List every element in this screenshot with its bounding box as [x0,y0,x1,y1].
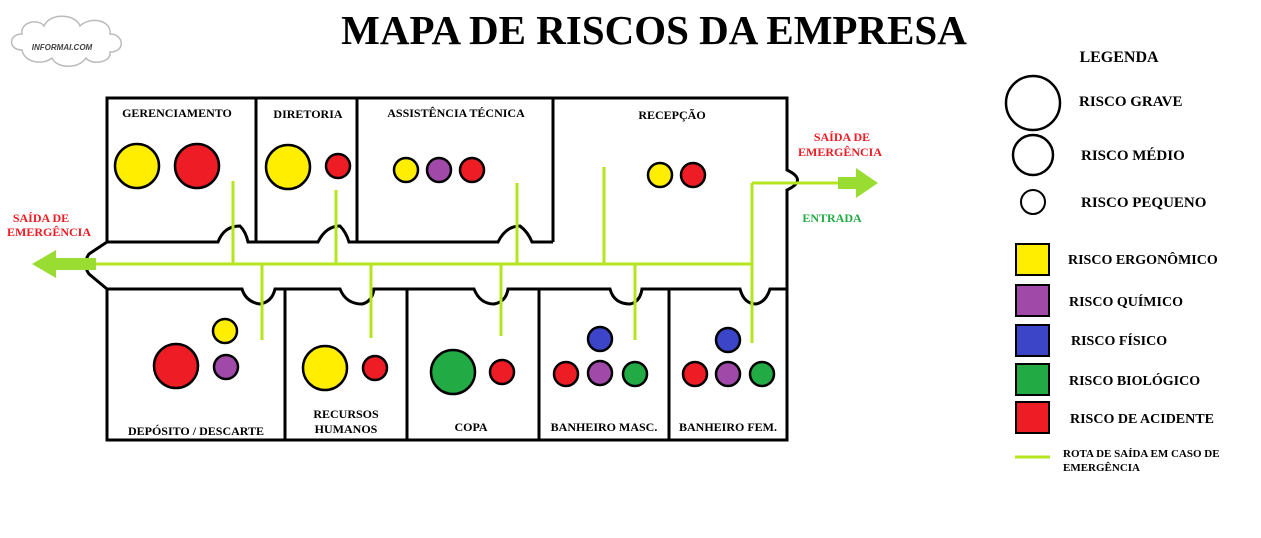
risk-circle-quimico-pequeno [716,362,740,386]
legend-medio-label: RISCO MÉDIO [1081,148,1185,164]
legend-fisico-swatch [1016,325,1049,356]
risk-circle-ergonomico-grave [115,144,159,188]
legend-acidente-swatch [1016,402,1049,433]
entrance-label: ENTRADA [802,211,862,225]
risk-circle-acidente-pequeno [554,362,578,386]
page-title: MAPA DE RISCOS DA EMPRESA [341,7,967,53]
legend-medio-circle [1013,135,1053,175]
room-diretoria-label: DIRETORIA [273,107,343,121]
legend-fisico-label: RISCO FÍSICO [1071,334,1168,349]
legend-quimico-swatch [1016,285,1049,316]
risk-circles [115,144,774,394]
risk-circle-fisico-pequeno [588,327,612,351]
risk-circle-ergonomico-grave [303,346,347,390]
emergency-route [92,167,845,343]
legend-route-label-line1: ROTA DE SAÍDA EM CASO DE [1063,448,1220,460]
risk-circle-biologico-grave [431,350,475,394]
risk-circle-acidente-grave [154,344,198,388]
legend-grave-circle [1006,76,1060,130]
legend-biologico-label: RISCO BIOLÓGICO [1069,374,1201,389]
risk-circle-acidente-pequeno [490,360,514,384]
risk-circle-ergonomico-grave [266,145,310,189]
logo-text: INFORMAI.COM [31,43,93,52]
risk-circle-biologico-pequeno [623,362,647,386]
legend-biologico-swatch [1016,364,1049,395]
legend-pequeno-circle [1021,190,1045,214]
room-rh-label-line2: HUMANOS [314,422,378,436]
risk-circle-ergonomico-pequeno [648,163,672,187]
risk-circle-quimico-pequeno [214,355,238,379]
exit-right-label-line1: SAÍDA DE [813,130,871,144]
risk-circle-quimico-pequeno [588,361,612,385]
risk-circle-ergonomico-pequeno [213,319,237,343]
legend-title: LEGENDA [1079,49,1159,66]
room-gerenciamento-label: GERENCIAMENTO [122,106,232,120]
logo-cloud-icon [12,16,122,66]
room-deposito-label: DEPÓSITO / DESCARTE [127,424,265,438]
risk-circle-acidente-pequeno [460,158,484,182]
legend-quimico-label: RISCO QUÍMICO [1069,295,1183,310]
room-assistencia-label: ASSISTÊNCIA TÉCNICA [387,106,525,120]
room-banheiro-fem-label: BANHEIRO FEM. [678,420,778,434]
room-rh-label-line1: RECURSOS [313,407,379,421]
legend-grave-label: RISCO GRAVE [1079,94,1183,110]
exit-right-label-line2: EMERGÊNCIA [797,145,883,159]
risk-circle-ergonomico-pequeno [394,158,418,182]
risk-circle-fisico-pequeno [716,328,740,352]
legend-ergonomico-label: RISCO ERGONÔMICO [1068,253,1218,268]
room-copa-label: COPA [454,420,488,434]
exit-left-label-line2: EMERGÊNCIA [6,225,92,239]
legend-ergonomico-swatch [1016,244,1049,275]
risk-circle-acidente-grave [175,144,219,188]
room-banheiro-masc-label: BANHEIRO MASC. [550,420,658,434]
exit-arrow-right-icon [838,168,878,198]
legend-acidente-label: RISCO DE ACIDENTE [1070,412,1214,427]
risk-circle-acidente-pequeno [683,362,707,386]
risk-circle-quimico-pequeno [427,158,451,182]
exit-arrow-left-icon [32,250,96,278]
risk-circle-acidente-pequeno [681,163,705,187]
legend [1006,49,1220,474]
exit-left-label-line1: SAÍDA DE [12,211,70,225]
legend-pequeno-label: RISCO PEQUENO [1081,195,1207,211]
risk-circle-biologico-pequeno [750,362,774,386]
room-recepcao-label: RECEPÇÃO [638,108,706,122]
risk-circle-acidente-pequeno [326,154,350,178]
risk-circle-acidente-pequeno [363,356,387,380]
legend-route-label-line2: EMERGÊNCIA [1063,462,1141,474]
